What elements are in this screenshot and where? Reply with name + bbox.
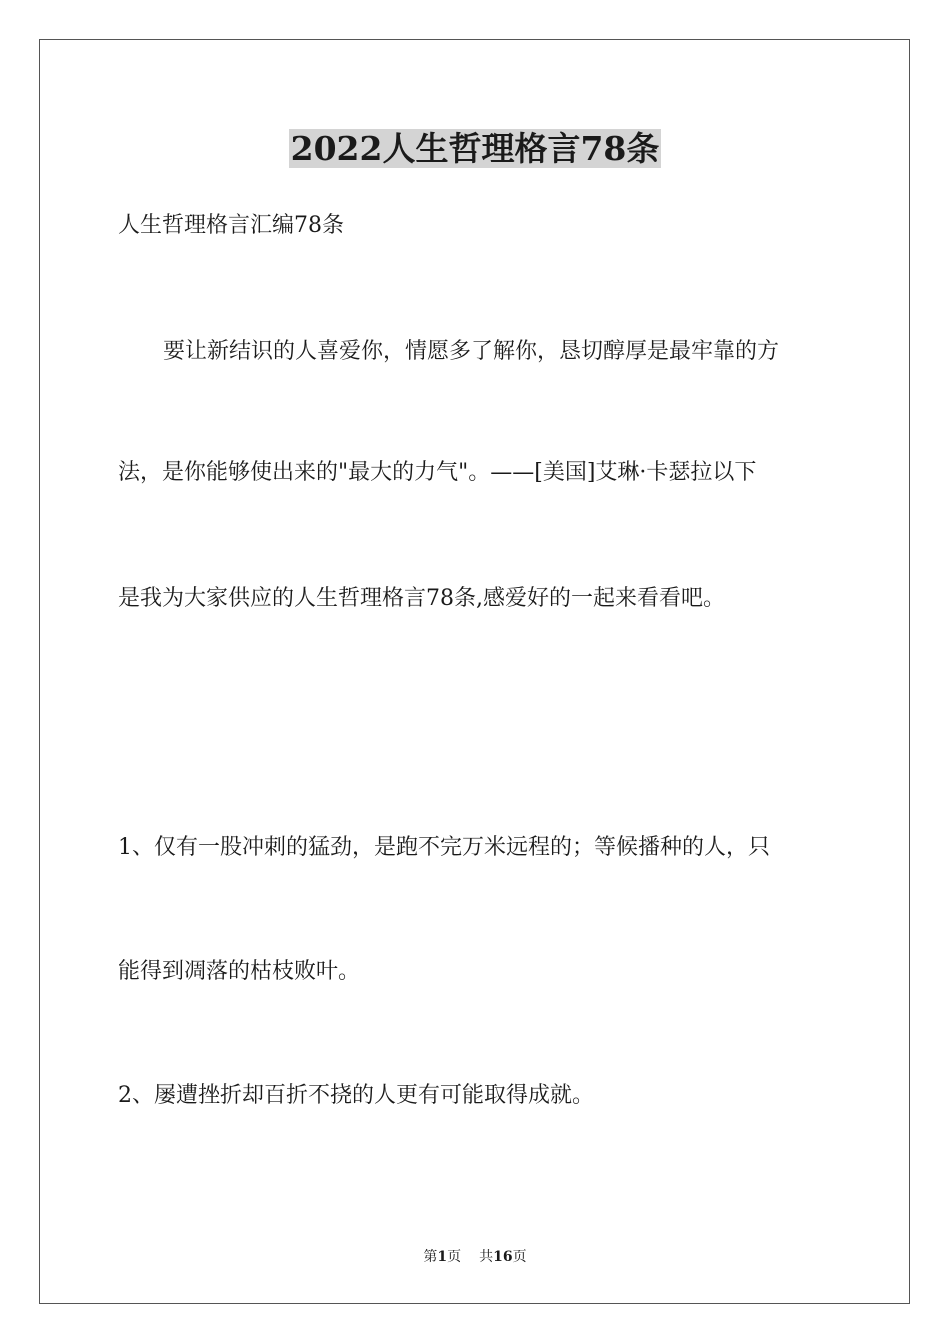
quote-2-line-1: 2、屡遭挫折却百折不挠的人更有可能取得成就。 <box>118 1083 594 1108</box>
footer-page-current: 1 <box>437 1249 448 1265</box>
intro-line-2: 法，是你能够使出来的"最大的力气"。——[美国]艾琳·卡瑟拉以下 <box>118 460 757 485</box>
page-footer <box>0 1247 950 1267</box>
document-title-text: 2022人生哲理格言78条 <box>290 129 660 168</box>
footer-page-unit: 页 <box>447 1249 462 1265</box>
intro-line-1: 要让新结识的人喜爱你，情愿多了解你，恳切醇厚是最牢靠的方 <box>163 339 780 364</box>
footer-total-unit: 页 <box>512 1249 527 1265</box>
footer-page-total: 16 <box>493 1249 513 1265</box>
document-subtitle: 人生哲理格言汇编78条 <box>118 213 344 238</box>
quote-1-line-1: 1、仅有一股冲刺的猛劲，是跑不完万米远程的；等候播种的人，只 <box>118 835 770 860</box>
footer-total-prefix: 共 <box>479 1249 494 1265</box>
footer-page-prefix: 第 <box>423 1249 438 1265</box>
intro-line-3: 是我为大家供应的人生哲理格言78条,感爱好的一起来看看吧。 <box>118 586 725 611</box>
document-title <box>0 126 950 172</box>
quote-1-line-2: 能得到凋落的枯枝败叶。 <box>118 959 361 984</box>
